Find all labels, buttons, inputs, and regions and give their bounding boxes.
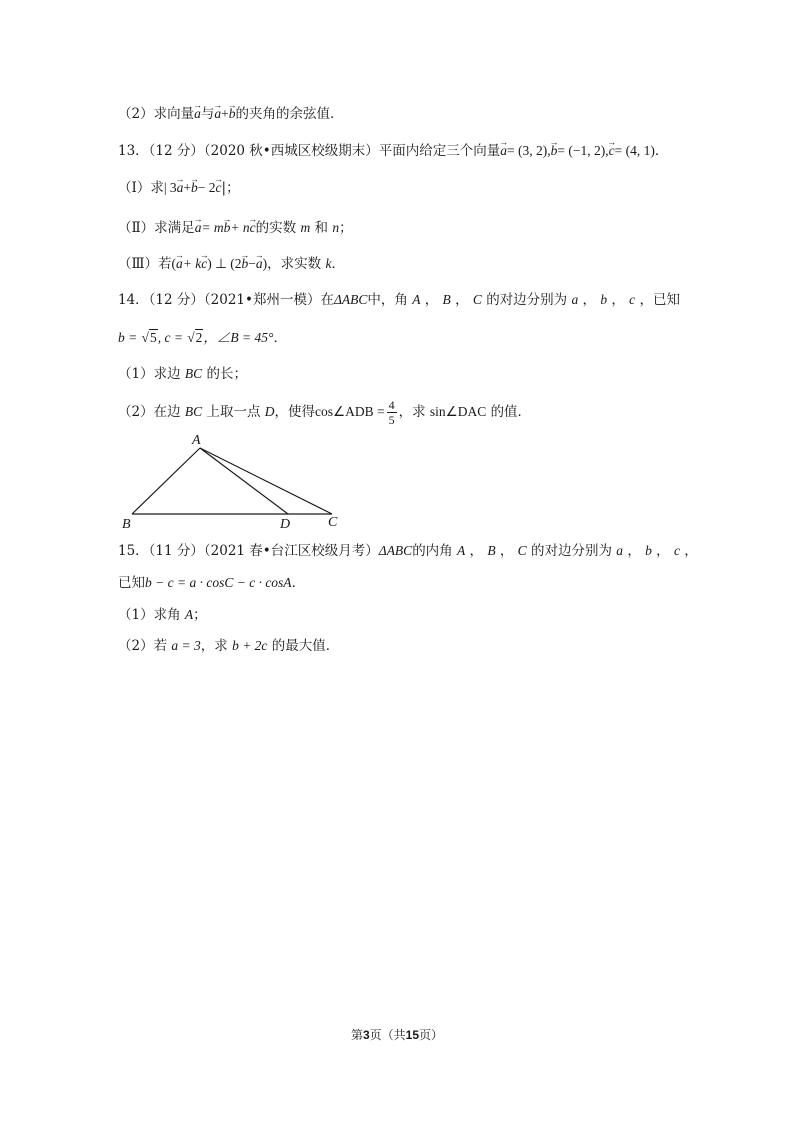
- q15-condition: 已知b − c = a · cosC − c · cosA．: [118, 575, 306, 591]
- page-footer: 第3页（共15页）: [350, 1028, 444, 1042]
- fraction-4-5: $\frac{4}{5}$: [388, 398, 395, 427]
- q15-part1: （1）求角 A；: [118, 607, 207, 623]
- q12-part2: （2）求向量→ a与→ a+→ b的夹角的余弦值．: [118, 104, 343, 124]
- q15-part2: （2）若 a = 3，求 b + 2c 的最大值．: [118, 638, 340, 654]
- q15-heading: 15．（11 分）（2021 春•台江区校级月考）ΔABC的内角 A ， B ， C 的对边分别为 a ， b ， c ，: [118, 543, 698, 559]
- label-A: A: [192, 433, 201, 448]
- sqrt-5: √5: [141, 330, 157, 345]
- side-AB: [132, 448, 200, 514]
- label-D: D: [280, 517, 291, 532]
- q14-heading: 14．（12 分）（2021•郑州一模）在ΔABC中，角 A ， B ， C 的对边分别为 a ， b ， c ，已知: [118, 292, 680, 308]
- q13-part3: （Ⅲ）若(→ a+ k→ c) ⊥ (2→ b−→ a)，求实数 k．: [118, 254, 345, 274]
- q13-part1: （Ⅰ）求| 3→ a+→ b− 2→ c|；: [118, 178, 240, 198]
- label-C: C: [328, 515, 338, 530]
- segment-AD: [200, 448, 288, 514]
- q13-part2: （Ⅱ）求满足→ a= m→ b+ n→ c的实数 m 和 n；: [118, 218, 353, 238]
- side-AC: [200, 448, 332, 514]
- q14-part1: （1）求边 BC 的长；: [118, 366, 247, 382]
- q13-heading: 13．（12 分）（2020 秋•西城区校级期末）平面内给定三个向量→ a= (3, 2),→ b= (−1, 2),→ c= (4, 1)．: [118, 141, 668, 161]
- q14-part2: （2）在边 BC 上取一点 D，使得cos∠ADB = $\frac{4}{5}$ ，求 sin∠DAC 的值．: [118, 398, 532, 427]
- sqrt-2: √2: [187, 330, 203, 345]
- triangle-figure: [116, 428, 356, 534]
- label-B: B: [122, 517, 131, 532]
- q14-given: b = √5, c = √2，∠B = 45°．: [118, 328, 287, 348]
- total-pages: 15: [405, 1028, 420, 1042]
- page-number: 3: [362, 1028, 370, 1042]
